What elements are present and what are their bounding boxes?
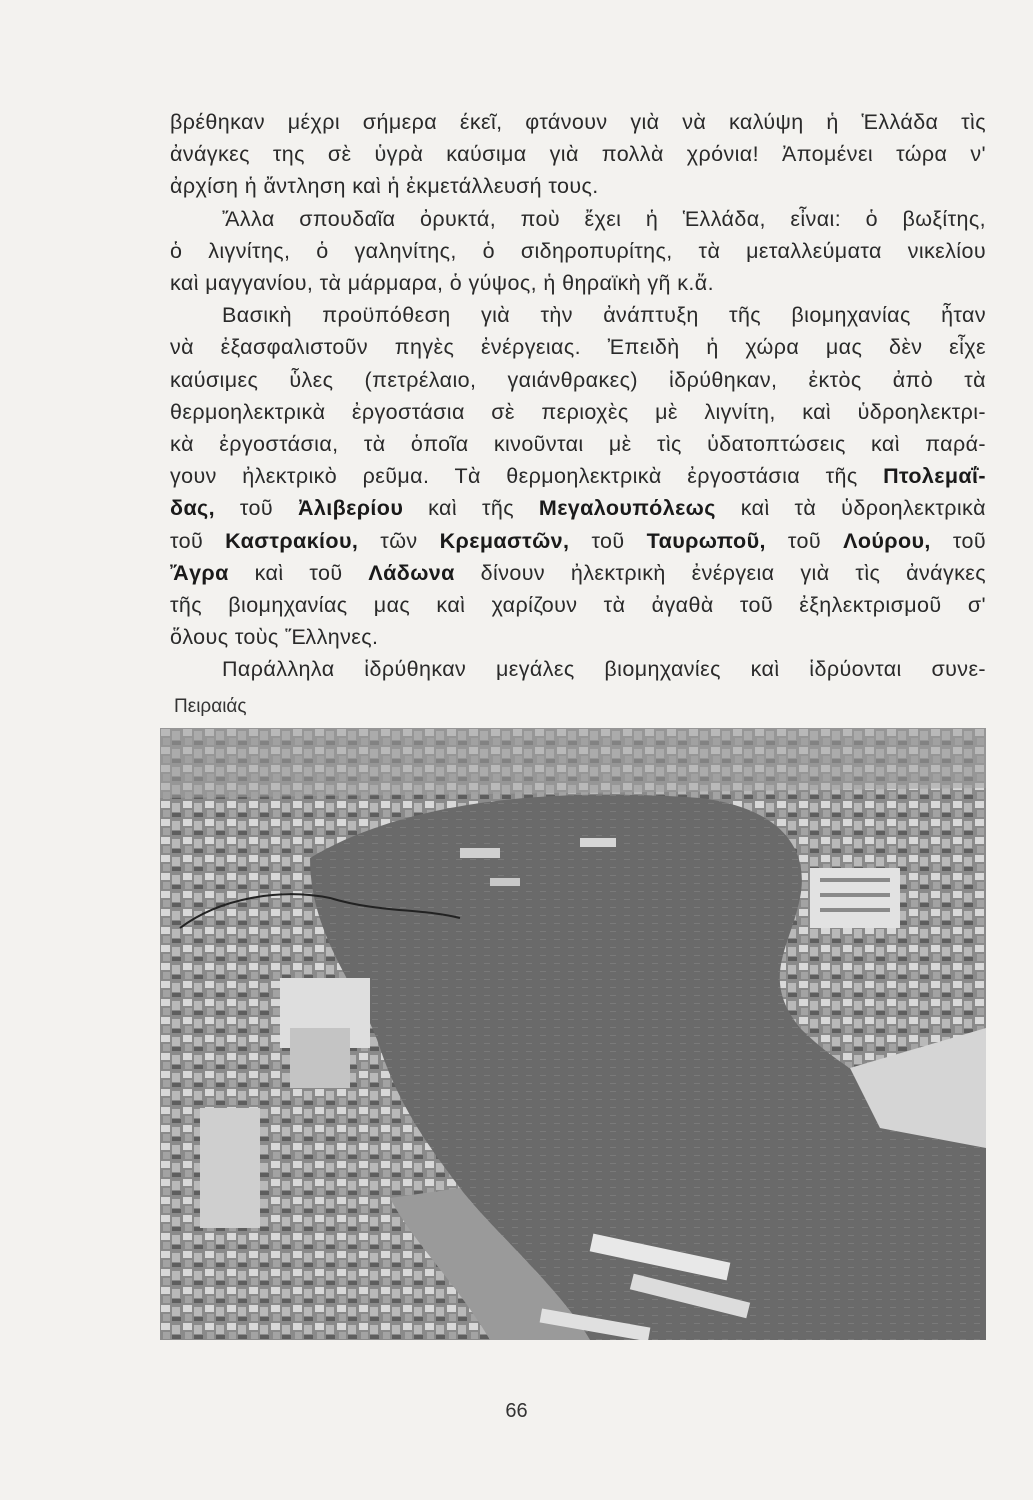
place-name-ptolemaida-end: δας, <box>170 496 216 521</box>
place-name-kremasta: Κρεμαστῶν, <box>439 528 570 553</box>
place-name-louros: Λούρου, <box>843 528 931 553</box>
text-run: τοῦ <box>215 496 298 521</box>
place-name-aliveri: Ἀλιβερίου <box>297 496 404 521</box>
text-run: τοῦ <box>170 528 226 553</box>
text-line: νὰ ἐξασφαλιστοῦν πηγὲς ἐνέργειας. Ἐπειδὴ ἡ χώρα μας δὲν εἶχε <box>170 335 986 360</box>
text-line: Βασικὴ προϋπόθεση γιὰ τὴν ἀνάπτυξη τῆς βιομηχανίας ἦταν <box>222 303 986 328</box>
text-run: δίνουν ἠλεκτρικὴ ἐνέργεια γιὰ τὶς ἀνάγκες <box>454 560 987 585</box>
text-line <box>170 460 986 492</box>
text-line: Παράλληλα ἱδρύθηκαν μεγάλες βιομηχανίες καὶ ἱδρύονται συνε- <box>222 657 986 682</box>
text-line: ἀρχίση ἡ ἄντληση καὶ ἡ ἐκμετάλλευσή τους. <box>170 174 599 199</box>
text-line <box>170 492 986 524</box>
text-line: καὶ μαγγανίου, τὰ μάρμαρα, ὁ γύψος, ἡ θηραϊκὴ γῆ κ.ἄ. <box>170 271 714 296</box>
place-name-agras: Ἄγρα <box>170 560 229 585</box>
text-run: καὶ τὰ ὑδροηλεκτρικὰ <box>715 496 986 521</box>
text-run: καὶ τῆς <box>403 496 539 521</box>
place-name-ptolemaida: Πτολεμαΐ- <box>883 464 986 489</box>
figure-caption: Πειραιάς <box>174 696 247 717</box>
text-line: τῆς βιομηχανίας μας καὶ χαρίζουν τὰ ἀγαθὰ τοῦ ἐξηλεκτρισμοῦ σ' <box>170 593 986 618</box>
harbor-photo <box>160 728 986 1340</box>
harbor-photo-illustration <box>160 728 986 1340</box>
text-line: ὁ λιγνίτης, ὁ γαληνίτης, ὁ σιδηροπυρίτης, τὰ μεταλλεύματα νικελίου <box>170 238 986 263</box>
text-run: τῶν <box>358 528 440 553</box>
text-run: τοῦ <box>569 528 647 553</box>
text-run: τοῦ <box>765 528 844 553</box>
text-line: θερμοηλεκτρικὰ ἐργοστάσια σὲ περιοχὲς μὲ λιγνίτη, καὶ ὑδροηλεκτρι- <box>170 399 986 424</box>
place-name-kastraki: Καστρακίου, <box>225 528 359 553</box>
text-line: Ἄλλα σπουδαῖα ὀρυκτά, ποὺ ἔχει ἡ Ἑλλάδα, εἶναι: ὁ βωξίτης, <box>222 206 986 231</box>
text-run: τοῦ <box>930 528 986 553</box>
body-text <box>170 106 986 686</box>
page-number: 66 <box>505 1400 528 1422</box>
text-line: καύσιμες ὗλες (πετρέλαιο, γαιάνθρακες) ἱδρύθηκαν, ἐκτὸς ἀπὸ τὰ <box>170 367 986 392</box>
text-run: καὶ τοῦ <box>228 560 369 585</box>
text-line: ἀνάγκες της σὲ ὑγρὰ καύσιμα γιὰ πολλὰ χρόνια! Ἀπομένει τώρα ν' <box>170 142 986 167</box>
place-name-tavropos: Ταυρωποῦ, <box>646 528 766 553</box>
place-name-megalopoli: Μεγαλουπόλεως <box>538 496 716 521</box>
place-name-ladonas: Λάδωνα <box>368 560 455 585</box>
text-line <box>170 557 986 589</box>
text-line <box>170 525 986 557</box>
text-line: ὅλους τοὺς Ἕλληνες. <box>170 625 379 650</box>
text-line: κὰ ἐργοστάσια, τὰ ὁποῖα κινοῦνται μὲ τὶς ὑδατοπτώσεις καὶ παρά- <box>170 432 986 457</box>
text-line: βρέθηκαν μέχρι σήμερα έκεῖ, φτάνουν γιὰ νὰ καλύψη ἡ Ἑλλάδα τὶς <box>170 110 986 134</box>
text-run: γουν ἠλεκτρικὸ ρεῦμα. Τὰ θερμοηλεκτρικὰ ἐργοστάσια τῆς <box>170 464 884 489</box>
